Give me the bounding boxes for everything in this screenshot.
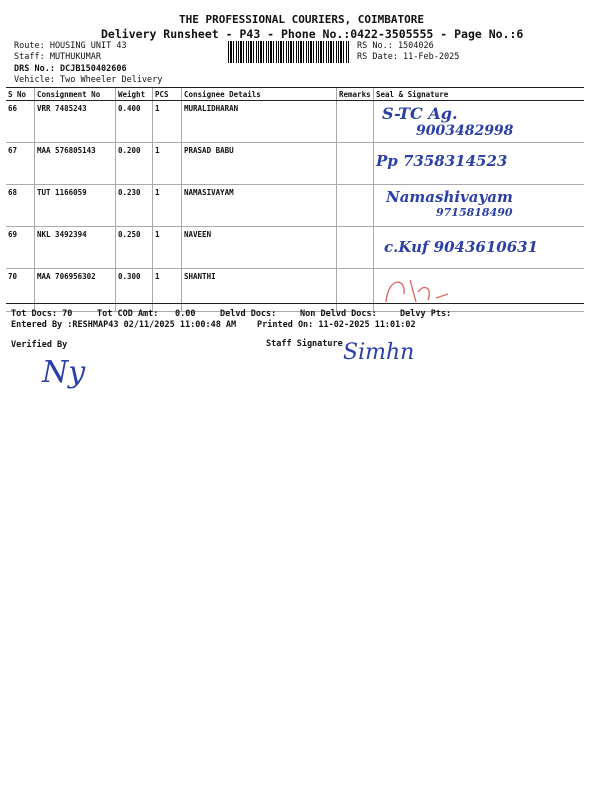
cell-sno: 67 (6, 143, 35, 185)
col-pcs: PCS (153, 88, 182, 101)
signature-text: c.Kuf 9043610631 (384, 238, 539, 256)
seal-stamp-icon (376, 272, 456, 306)
entered-by: Entered By :RESHMAP43 02/11/2025 11:00:48 AM (11, 320, 237, 330)
cell-pcs: 1 (153, 101, 182, 143)
cell-consignment: MAA 706956302 (35, 269, 116, 312)
printed-on: Printed On: 11-02-2025 11:01:02 (257, 320, 416, 330)
table-header-row (6, 88, 584, 101)
cell-consignee: PRASAD BABU (182, 143, 337, 185)
cell-sno: 68 (6, 185, 35, 227)
col-sno: S No (6, 88, 35, 101)
cell-remarks (337, 185, 374, 227)
runsheet-table (6, 87, 584, 312)
cell-remarks (337, 101, 374, 143)
signature-phone: 9715818490 (436, 206, 513, 219)
drs-number: DRS No.: DCJB150402606 (14, 64, 127, 74)
cell-pcs: 1 (153, 227, 182, 269)
cell-sno: 69 (6, 227, 35, 269)
table-row (6, 269, 584, 312)
non-delivered-docs: Non Delvd Docs: (300, 309, 377, 319)
barcode (228, 41, 350, 63)
cell-signature (374, 269, 585, 312)
cell-consignee: SHANTHI (182, 269, 337, 312)
cell-pcs: 1 (153, 143, 182, 185)
table-row (6, 227, 584, 269)
cell-remarks (337, 227, 374, 269)
table-row (6, 101, 584, 143)
cell-signature (374, 101, 585, 143)
staff: Staff: MUTHUKUMAR (14, 52, 101, 62)
cell-consignment: MAA 576805143 (35, 143, 116, 185)
delivery-points: Delvy Pts: (400, 309, 452, 319)
cell-consignee: MURALIDHARAN (182, 101, 337, 143)
cell-weight: 0.300 (116, 269, 153, 312)
signature-text: Pp 7358314523 (376, 152, 508, 170)
cell-pcs: 1 (153, 269, 182, 312)
cell-weight: 0.400 (116, 101, 153, 143)
cell-weight: 0.200 (116, 143, 153, 185)
cell-sno: 70 (6, 269, 35, 312)
total-docs: Tot Docs: 70 (11, 309, 73, 319)
col-signature: Seal & Signature (374, 88, 585, 101)
verified-by-label: Verified By (11, 340, 68, 350)
table-row (6, 185, 584, 227)
cell-remarks (337, 143, 374, 185)
cell-consignee: NAMASIVAYAM (182, 185, 337, 227)
col-weight: Weight (116, 88, 153, 101)
signature-text: S-TC Ag. (382, 104, 458, 123)
cell-consignment: VRR 7485243 (35, 101, 116, 143)
footer-divider (6, 303, 584, 304)
cell-sno: 66 (6, 101, 35, 143)
signature-text: Namashivayam (386, 188, 513, 206)
route: Route: HOUSING UNIT 43 (14, 41, 127, 51)
delivered-docs: Delvd Docs: (220, 309, 277, 319)
runsheet-title: Delivery Runsheet - P43 - Phone No.:0422-3505555 - Page No.:6 (101, 27, 524, 41)
total-cod-value: 0.00 (175, 309, 196, 319)
cell-consignee: NAVEEN (182, 227, 337, 269)
table-row (6, 143, 584, 185)
cell-pcs: 1 (153, 185, 182, 227)
col-remarks: Remarks (337, 88, 374, 101)
col-consignee: Consignee Details (182, 88, 337, 101)
total-cod-label: Tot COD Amt: (97, 309, 159, 319)
verifier-signature: Ny (42, 355, 86, 390)
rs-date: RS Date: 11-Feb-2025 (357, 52, 460, 62)
cell-consignment: NKL 3492394 (35, 227, 116, 269)
cell-consignment: TUT 1166059 (35, 185, 116, 227)
col-consignment: Consignment No (35, 88, 116, 101)
cell-signature (374, 143, 585, 185)
staff-signature: Simhn (343, 340, 415, 365)
staff-signature-label: Staff Signature (266, 339, 343, 349)
vehicle: Vehicle: Two Wheeler Delivery (14, 75, 163, 85)
signature-phone: 9003482998 (416, 123, 514, 139)
cell-signature (374, 227, 585, 269)
cell-remarks (337, 269, 374, 312)
cell-weight: 0.230 (116, 185, 153, 227)
rs-number: RS No.: 1504026 (357, 41, 434, 51)
cell-weight: 0.250 (116, 227, 153, 269)
cell-signature (374, 185, 585, 227)
company-name: THE PROFESSIONAL COURIERS, COIMBATORE (179, 13, 425, 26)
